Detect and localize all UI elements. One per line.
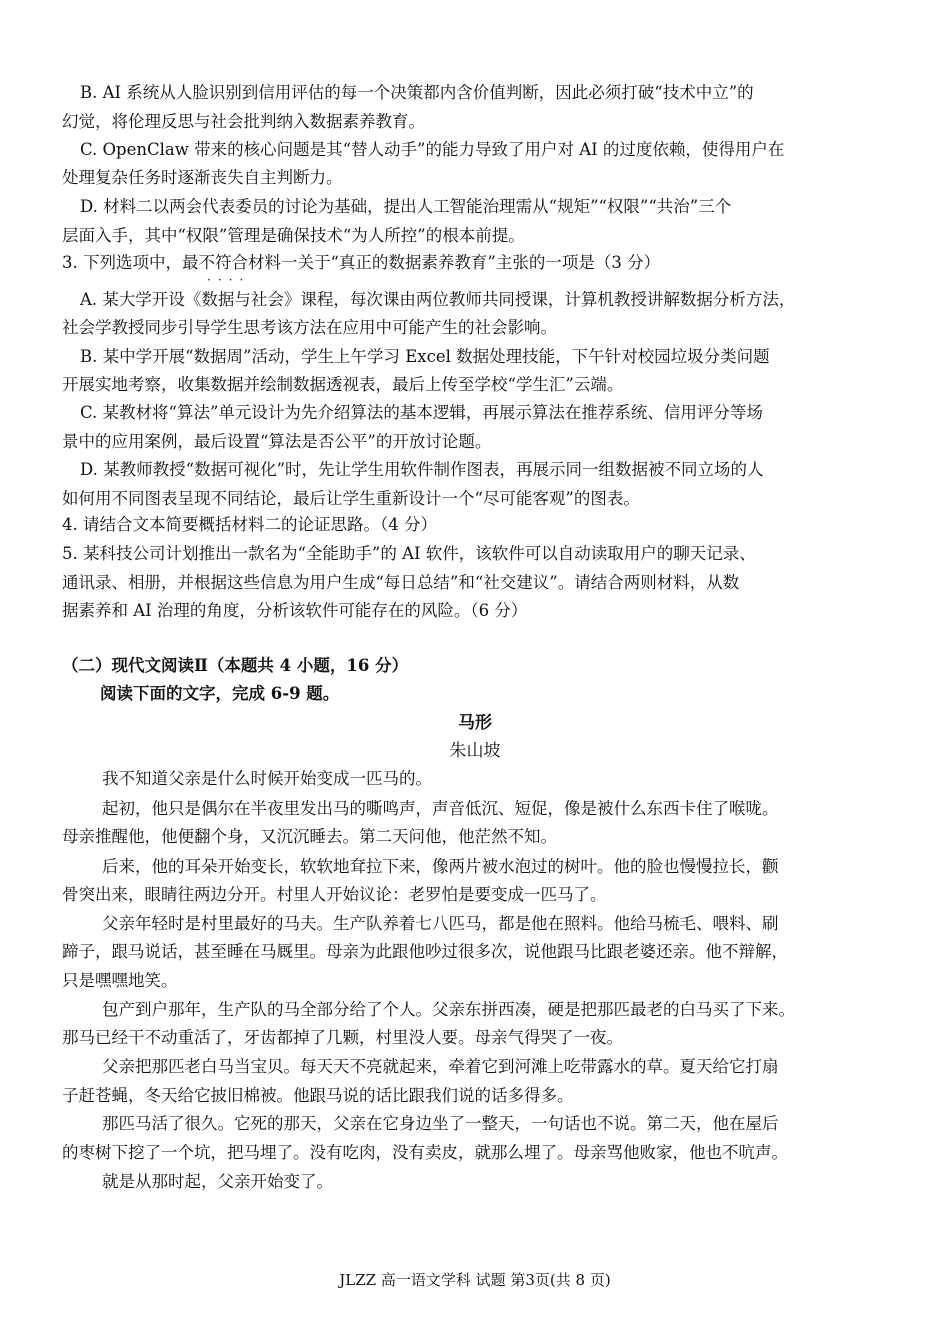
option-d-line2: 层面入手，其中“权限”管理是确保技术“为人所控”的根本前提。	[62, 226, 525, 245]
story-paragraph-4-line2: 蹄子，跟马说话，甚至睡在马厩里。母亲为此跟他吵过很多次，说他跟马比跟老婆还亲。他不辩解，	[62, 942, 788, 961]
option-b-line2: 幻觉，将伦理反思与社会批判纳入数据素养教育。	[62, 112, 425, 131]
story-paragraph-5-line1: 包产到户那年，生产队的马全部分给了个人。父亲东拼西凑，硬是把那匹最老的白马买了下来。	[102, 1000, 795, 1019]
story-paragraph-4-line3: 只是嘿嘿地笑。	[62, 971, 178, 990]
q3-option-d-line1: D. 某教师教授“数据可视化”时，先让学生用软件制作图表，再展示同一组数据被不同立场的人	[80, 460, 764, 479]
story-paragraph-6-line1: 父亲把那匹老白马当宝贝。每天天不亮就起来，牵着它到河滩上吃带露水的草。夏天给它打扇	[102, 1057, 779, 1076]
section-heading: （二）现代文阅读Ⅱ（本题共 4 小题，16 分）	[62, 656, 409, 675]
story-paragraph-6-line2: 子赶苍蝇，冬天给它披旧棉被。他跟马说的话比跟我们说的话多得多。	[62, 1086, 574, 1105]
option-c-line2: 处理复杂任务时逐渐丧失自主判断力。	[62, 168, 343, 187]
section-instruction: 阅读下面的文字，完成 6-9 题。	[100, 684, 340, 703]
story-paragraph-7-line1: 那匹马活了很久。它死的那天，父亲在它身边坐了一整天，一句话也不说。第二天，他在屋后	[102, 1114, 779, 1133]
story-author: 朱山坡	[449, 741, 501, 761]
story-paragraph-3-line1: 后来，他的耳朵开始变长，软软地耷拉下来，像两片被水泡过的树叶。他的脸也慢慢拉长，颧	[102, 857, 779, 876]
q3-option-c-line1: C. 某教材将“算法”单元设计为先介绍算法的基本逻辑，再展示算法在推荐系统、信用评分等场	[80, 403, 763, 422]
q3-option-a-line1: A. 某大学开设《数据与社会》课程，每次课由两位教师共同授课，计算机教授讲解数据分析方法，	[80, 290, 796, 309]
story-paragraph-5-line2: 那马已经干不动重活了，牙齿都掉了几颗，村里没人要。母亲气得哭了一夜。	[62, 1028, 623, 1047]
q3-option-b-line1: B. 某中学开展“数据周”活动，学生上午学习 Excel 数据处理技能，下午针对校园垃圾分类问题	[80, 347, 770, 366]
story-paragraph-7-line2: 的枣树下挖了一个坑，把马埋了。没有吃肉，没有卖皮，就那么埋了。母亲骂他败家，他也不吭声。	[62, 1143, 788, 1162]
question-5-line1: 5. 某科技公司计划推出一款名为“全能助手”的 AI 软件，该软件可以自动读取用户的聊天记录、	[62, 544, 756, 563]
question-3-stem: 3. 下列选项中，最不符合材料一关于“真正的数据素养教育”主张的一项是（3 分）	[62, 253, 661, 272]
question-5-line3: 据素养和 AI 治理的角度，分析该软件可能存在的风险。（6 分）	[62, 601, 528, 620]
story-title: 马形	[458, 713, 492, 733]
q3-option-b-line2: 开展实地考察，收集数据并绘制数据透视表，最后上传至学校“学生汇”云端。	[62, 375, 624, 394]
option-c-line1: C. OpenClaw 带来的核心问题是其“替人动手”的能力导致了用户对 AI 的过度依赖，使得用户在	[80, 140, 785, 159]
q3-option-c-line2: 景中的应用案例，最后设置“算法是否公平”的开放讨论题。	[62, 432, 492, 451]
option-d-line1: D. 材料二以两会代表委员的讨论为基础，提出人工智能治理需从“规矩”“权限”“共治”三个	[80, 197, 732, 216]
story-paragraph-1: 我不知道父亲是什么时候开始变成一匹马的。	[102, 769, 432, 788]
q3-option-a-line2: 社会学教授同步引导学生思考该方法在应用中可能产生的社会影响。	[62, 318, 557, 337]
story-paragraph-2-line1: 起初，他只是偶尔在半夜里发出马的嘶鸣声，声音低沉、短促，像是被什么东西卡住了喉咙。	[102, 799, 779, 818]
emphasis-dots: ····	[207, 273, 251, 287]
question-5-line2: 通讯录、相册，并根据这些信息为用户生成“每日总结”和“社交建议”。请结合两则材料，从数	[62, 573, 740, 592]
story-paragraph-2-line2: 母亲推醒他，他便翻个身，又沉沉睡去。第二天问他，他茫然不知。	[62, 827, 557, 846]
story-paragraph-4-line1: 父亲年轻时是村里最好的马夫。生产队养着七八匹马，都是他在照料。他给马梳毛、喂料、刷	[102, 914, 779, 933]
q3-option-d-line2: 如何用不同图表呈现不同结论，最后让学生重新设计一个“尽可能客观”的图表。	[62, 489, 640, 508]
story-paragraph-8: 就是从那时起，父亲开始变了。	[102, 1172, 333, 1191]
story-paragraph-3-line2: 骨突出来，眼睛往两边分开。村里人开始议论：老罗怕是要变成一匹马了。	[62, 885, 607, 904]
question-4: 4. 请结合文本简要概括材料二的论证思路。（4 分）	[62, 515, 437, 534]
option-b-line1: B. AI 系统从人脸识别到信用评估的每一个决策都内含价值判断，因此必须打破“技术中立”的	[80, 83, 754, 102]
page-footer: JLZZ 高一语文学科 试题 第3页(共 8 页)	[339, 1271, 611, 1289]
